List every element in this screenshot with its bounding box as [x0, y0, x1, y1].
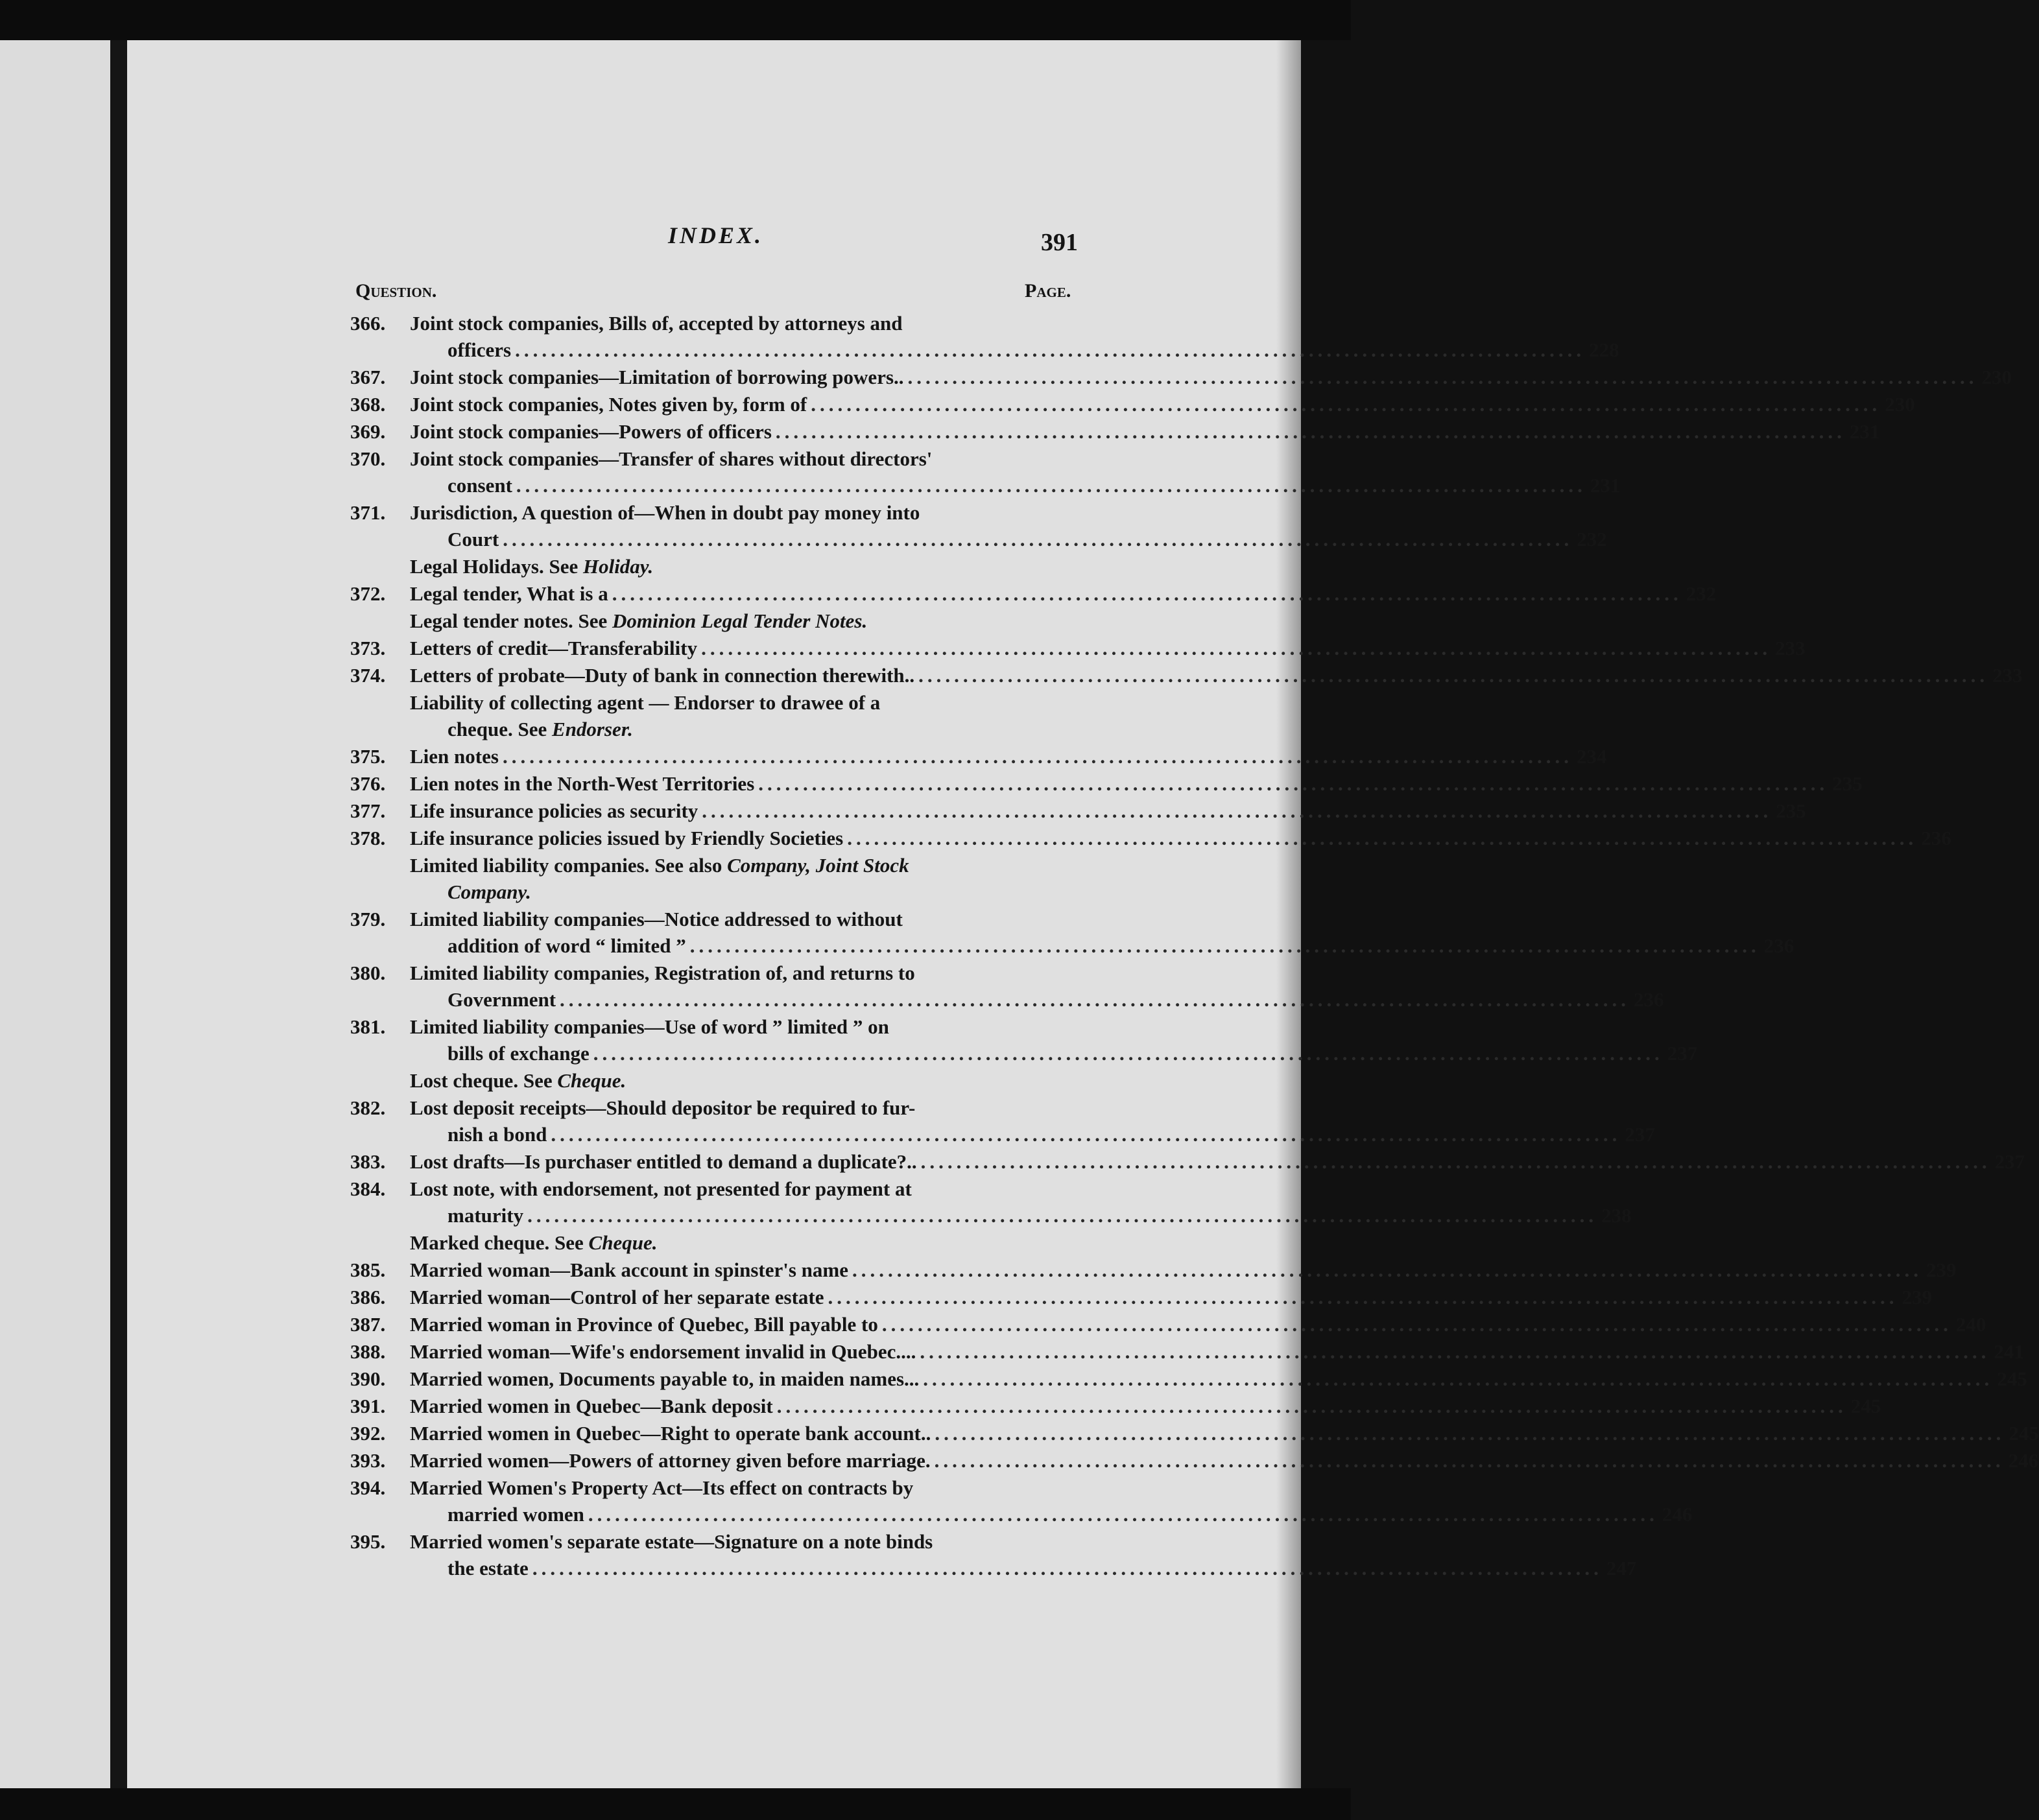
- entry-body: [410, 1474, 1693, 1528]
- xref-see: See: [523, 1069, 553, 1092]
- index-entry: [350, 1067, 1090, 1094]
- entry-line: [410, 635, 1806, 661]
- column-heading-page: Page.: [1025, 280, 1071, 301]
- entry-text: Lien notes in the North-West Territories: [410, 772, 755, 795]
- leader-dots: ........................................................................................................................: [920, 1340, 1990, 1363]
- entry-text: Lost drafts—Is purchaser entitled to demand a duplicate?..: [410, 1150, 917, 1173]
- index-entry: [350, 1393, 1881, 1419]
- entry-line: [410, 1338, 2024, 1365]
- entry-page: 236: [1634, 988, 1664, 1011]
- entry-text: Married women in Quebec—Right to operate bank account..: [410, 1422, 931, 1445]
- entry-page: 247: [1606, 1557, 1637, 1579]
- leader-dots: ........................................................................................................................: [515, 338, 1586, 361]
- entry-number: 368.: [350, 393, 386, 416]
- leader-dots: ........................................................................................................................: [776, 1395, 1847, 1417]
- entry-text: Married woman—Bank account in spinster's name: [410, 1259, 848, 1281]
- index-entry: [350, 499, 1607, 552]
- entry-text: Lost deposit receipts—Should depositor be required to fur-: [410, 1096, 916, 1119]
- entry-body: [410, 1094, 1655, 1148]
- entry-body: [410, 906, 1795, 959]
- entry-body: [410, 960, 1664, 1013]
- entry-number: 391.: [350, 1395, 386, 1417]
- entry-text: Life insurance policies as security: [410, 799, 698, 822]
- entry-number: 388.: [350, 1340, 386, 1363]
- entry-line: [410, 1284, 1933, 1310]
- entry-line: [410, 1202, 1632, 1229]
- entry-body: [410, 1338, 2024, 1365]
- entry-body: [410, 743, 1607, 770]
- entry-line: [410, 1040, 1698, 1067]
- entry-number: 366.: [350, 312, 386, 335]
- entry-body: [410, 391, 1915, 418]
- entry-number: 386.: [350, 1286, 386, 1308]
- entry-number: 393.: [350, 1449, 386, 1472]
- entry-body: [410, 1528, 1637, 1581]
- scan-left-margin: [0, 40, 110, 1788]
- entry-page: 246: [2008, 1449, 2039, 1472]
- cross-reference: [410, 1067, 1090, 1094]
- index-entry: [350, 1311, 1986, 1338]
- entry-text: Legal tender, What is a: [410, 582, 608, 605]
- index-entry: [350, 418, 1880, 445]
- index-entry: [350, 1447, 2039, 1474]
- entry-page: 238: [1601, 1204, 1632, 1227]
- scan-bottom-border: [0, 1788, 1351, 1820]
- entry-text: Letters of credit—Transferability: [410, 637, 698, 659]
- entry-text: Joint stock companies—Powers of officers: [410, 420, 772, 443]
- entry-page: 230: [1885, 393, 1915, 416]
- entry-line: [410, 472, 1621, 499]
- entry-page: 228: [1589, 338, 1619, 361]
- xref-target: Company.: [447, 880, 531, 903]
- entry-body: [410, 798, 1806, 824]
- entry-page: 237: [1667, 1042, 1698, 1065]
- entry-number: 381.: [350, 1015, 386, 1038]
- entry-page: 245: [2009, 1422, 2039, 1445]
- entry-text: Married women in Quebec—Bank deposit: [410, 1395, 773, 1417]
- entry-number: 387.: [350, 1313, 386, 1336]
- leader-dots: ........................................................................................................................: [811, 393, 1881, 416]
- xref-target: Dominion Legal Tender Notes.: [612, 609, 868, 632]
- index-entry: [350, 662, 2023, 689]
- index-entry: [350, 1284, 1933, 1310]
- entry-line: [410, 364, 2012, 390]
- entry-number: 379.: [350, 908, 386, 930]
- entry-text: Married women—Powers of attorney given before marriage.: [410, 1449, 931, 1472]
- entry-line: [410, 1311, 1986, 1338]
- entry-page: 237: [1625, 1123, 1655, 1146]
- entry-text: Lien notes: [410, 745, 499, 768]
- leader-dots: ........................................................................................................................: [689, 934, 1760, 957]
- index-entry: [350, 960, 1664, 1013]
- entry-body: [410, 1311, 1986, 1338]
- leader-dots: ........................................................................................................................: [502, 745, 1573, 768]
- xref-target: Company, Joint Stock: [727, 854, 909, 877]
- entry-page: 239: [1902, 1286, 1933, 1308]
- xref-target: Endorser.: [552, 718, 633, 740]
- xref-line: [410, 608, 1090, 634]
- entry-page: 234: [1576, 745, 1607, 768]
- entry-text: nish a bond: [447, 1123, 547, 1146]
- entry-line: [410, 1121, 1655, 1148]
- entry-line: [410, 1148, 2025, 1175]
- entry-number: 392.: [350, 1422, 386, 1445]
- index-entry: [350, 635, 1806, 661]
- entry-text: Lost note, with endorsement, not presented for payment at: [410, 1177, 912, 1200]
- entry-number: 370.: [350, 447, 386, 470]
- entry-text: Letters of probate—Duty of bank in connection therewith..: [410, 664, 915, 687]
- index-entry: [350, 310, 1619, 363]
- entry-text: Court: [447, 528, 499, 550]
- scan-top-border: [0, 0, 1351, 40]
- leader-dots: ........................................................................................................................: [588, 1503, 1658, 1526]
- entry-number: 378.: [350, 827, 386, 849]
- xref-target: Cheque.: [557, 1069, 626, 1092]
- leader-dots: ........................................................................................................................: [881, 1313, 1952, 1336]
- entry-body: [410, 1284, 1933, 1310]
- entry-line: [410, 580, 1717, 607]
- entry-text: the estate: [447, 1557, 529, 1579]
- xref-line: [410, 716, 1090, 742]
- index-entry: [350, 1229, 1090, 1256]
- xref-line: [410, 1067, 1090, 1094]
- entry-page: 245: [1997, 1367, 2027, 1390]
- cross-reference: [410, 553, 1090, 580]
- index-entry: [350, 553, 1090, 580]
- xref-term: Marked cheque.: [410, 1231, 550, 1254]
- xref-see: See also: [654, 854, 722, 877]
- leader-dots: ........................................................................................................................: [907, 366, 1978, 388]
- entry-body: [410, 1365, 2027, 1392]
- leader-dots: ........................................................................................................................: [775, 420, 1846, 443]
- xref-target: Holiday.: [582, 555, 654, 578]
- entry-text: Limited liability companies—Use of word ” limited ” on: [410, 1015, 889, 1038]
- index-entry: [350, 798, 1806, 824]
- index-entry: [350, 445, 1621, 499]
- leader-dots: ........................................................................................................................: [920, 1150, 1991, 1173]
- entry-line: [410, 337, 1619, 363]
- entry-page: 245: [1850, 1395, 1881, 1417]
- entry-text: Married woman in Province of Quebec, Bill payable to: [410, 1313, 878, 1336]
- entry-number: 382.: [350, 1096, 386, 1119]
- entry-text: Married woman—Control of her separate estate: [410, 1286, 824, 1308]
- entry-page: 240: [1955, 1313, 1986, 1336]
- leader-dots: ........................................................................................................................: [828, 1286, 1898, 1308]
- entry-line: [410, 932, 1795, 959]
- entry-number: 384.: [350, 1177, 386, 1200]
- leader-dots: ........................................................................................................................: [934, 1449, 2005, 1472]
- leader-dots: ........................................................................................................................: [701, 637, 1772, 659]
- entry-text: Joint stock companies—Transfer of shares without directors': [410, 447, 933, 470]
- leader-dots: ........................................................................................................................: [560, 988, 1630, 1011]
- entry-page: 230: [1981, 366, 2012, 388]
- leader-dots: ........................................................................................................................: [918, 664, 1989, 687]
- cross-reference: [410, 608, 1090, 634]
- leader-dots: ........................................................................................................................: [516, 474, 1586, 497]
- xref-term: cheque.: [447, 718, 513, 740]
- entry-line: [410, 1501, 1693, 1528]
- xref-term: Lost cheque.: [410, 1069, 519, 1092]
- index-entry: [350, 689, 1090, 742]
- entry-number: 376.: [350, 772, 386, 795]
- entry-line: [410, 743, 1607, 770]
- leader-dots: ........................................................................................................................: [551, 1123, 1621, 1146]
- entry-line: [410, 798, 1806, 824]
- entry-page: 232: [1686, 582, 1717, 605]
- index-entry: [350, 906, 1795, 959]
- entry-line: [410, 825, 1951, 851]
- index-entry: [350, 580, 1717, 607]
- index-entry: [350, 1176, 1632, 1229]
- entry-number: 380.: [350, 962, 386, 984]
- xref-term: Legal tender notes.: [410, 609, 573, 632]
- entry-text: Married women's separate estate—Signature on a note binds: [410, 1530, 933, 1553]
- xref-see: See: [578, 609, 608, 632]
- index-entry: [350, 1013, 1698, 1067]
- index-entry: [350, 364, 2012, 390]
- cross-reference: [410, 852, 1090, 905]
- xref-target: Cheque.: [588, 1231, 658, 1254]
- entry-line: [410, 662, 2023, 689]
- index-entries: [350, 310, 2039, 1582]
- index-entry: [350, 825, 1951, 851]
- xref-line: [410, 1229, 1090, 1256]
- index-entry: [350, 1338, 2024, 1365]
- entry-page: 235: [1832, 772, 1863, 795]
- entry-body: [410, 445, 1621, 499]
- entry-number: 383.: [350, 1150, 386, 1173]
- leader-dots: ........................................................................................................................: [758, 772, 1829, 795]
- xref-term: Liability of collecting agent — Endorser to drawee of a: [410, 691, 881, 714]
- leader-dots: ........................................................................................................................: [593, 1042, 1663, 1065]
- index-entry: [350, 1474, 1693, 1528]
- entry-body: [410, 1013, 1698, 1067]
- xref-line: [410, 689, 1090, 716]
- leader-dots: ........................................................................................................................: [923, 1367, 1994, 1390]
- entry-line: [410, 1393, 1881, 1419]
- entry-number: 374.: [350, 664, 386, 687]
- xref-line: [410, 852, 1090, 879]
- entry-text: Limited liability companies, Registration of, and returns to: [410, 962, 915, 984]
- entry-text: officers: [447, 338, 512, 361]
- entry-line: [410, 1420, 2039, 1447]
- leader-dots: ........................................................................................................................: [532, 1557, 1603, 1579]
- index-entry: [350, 608, 1090, 634]
- entry-page: 232: [1577, 528, 1607, 550]
- entry-text: Married women, Documents payable to, in maiden names...: [410, 1367, 920, 1390]
- entry-page: 231: [1590, 474, 1621, 497]
- entry-page: 246: [1662, 1503, 1693, 1526]
- leader-dots: ........................................................................................................................: [612, 582, 1682, 605]
- entry-number: 369.: [350, 420, 386, 443]
- entry-body: [410, 635, 1806, 661]
- xref-see: See: [554, 1231, 584, 1254]
- leader-dots: ........................................................................................................................: [935, 1422, 2005, 1445]
- entry-number: 373.: [350, 637, 386, 659]
- entry-line: [410, 418, 1880, 445]
- entry-text: consent: [447, 474, 512, 497]
- index-entry: [350, 852, 1090, 905]
- entry-page: 236: [1921, 827, 1951, 849]
- entry-number: 367.: [350, 366, 386, 388]
- entry-body: [410, 364, 2012, 390]
- entry-page: 235: [1776, 799, 1806, 822]
- entry-text: maturity: [447, 1204, 524, 1227]
- entry-text: addition of word “ limited ”: [447, 934, 686, 957]
- entry-body: [410, 770, 1863, 797]
- entry-text: Joint stock companies—Limitation of borrowing powers..: [410, 366, 904, 388]
- entry-body: [410, 580, 1717, 607]
- leader-dots: ........................................................................................................................: [527, 1204, 1598, 1227]
- xref-see: See: [518, 718, 547, 740]
- entry-line: [410, 1365, 2027, 1392]
- entry-line: [410, 1555, 1637, 1581]
- entry-text: Married Women's Property Act—Its effect on contracts by: [410, 1476, 914, 1499]
- entry-number: 377.: [350, 799, 386, 822]
- entry-body: [410, 1148, 2025, 1175]
- entry-body: [410, 499, 1607, 552]
- entry-body: [410, 662, 2023, 689]
- xref-line: [410, 553, 1090, 580]
- page-number: 391: [1041, 229, 1078, 256]
- column-heading-question: Question.: [355, 280, 437, 301]
- xref-see: See: [549, 555, 578, 578]
- entry-page: 233: [1775, 637, 1806, 659]
- entry-number: 375.: [350, 745, 386, 768]
- entry-body: [410, 825, 1951, 851]
- running-head: INDEX.: [668, 222, 764, 248]
- entry-line: [410, 986, 1664, 1013]
- entry-line: [410, 1257, 1957, 1283]
- entry-text: Married woman—Wife's endorsement invalid in Quebec....: [410, 1340, 916, 1363]
- entry-body: [410, 418, 1880, 445]
- index-entry: [350, 1094, 1655, 1148]
- entry-body: [410, 1393, 1881, 1419]
- entry-page: 231: [1849, 420, 1880, 443]
- entry-text: Joint stock companies, Notes given by, form of: [410, 393, 807, 416]
- cross-reference: [410, 689, 1090, 742]
- entry-text: Limited liability companies—Notice addressed to without: [410, 908, 903, 930]
- index-entry: [350, 391, 1915, 418]
- entry-number: 371.: [350, 501, 386, 524]
- entry-line: [410, 1447, 2039, 1474]
- entry-number: 385.: [350, 1259, 386, 1281]
- xref-term: Limited liability companies.: [410, 854, 650, 877]
- index-entry: [350, 1148, 2025, 1175]
- index-entry: [350, 1257, 1957, 1283]
- entry-body: [410, 1420, 2039, 1447]
- entry-body: [410, 1257, 1957, 1283]
- entry-text: Jurisdiction, A question of—When in doubt pay money into: [410, 501, 920, 524]
- xref-line: [410, 879, 1090, 905]
- entry-page: 241: [1994, 1340, 2024, 1363]
- entry-text: married women: [447, 1503, 584, 1526]
- entry-text: Joint stock companies, Bills of, accepted by attorneys and: [410, 312, 903, 335]
- entry-page: 237: [1994, 1150, 2025, 1173]
- entry-text: Government: [447, 988, 556, 1011]
- leader-dots: ........................................................................................................................: [852, 1259, 1922, 1281]
- entry-text: Life insurance policies issued by Friendly Societies: [410, 827, 844, 849]
- binding-shadow: [110, 40, 127, 1788]
- xref-term: Legal Holidays.: [410, 555, 544, 578]
- entry-body: [410, 1176, 1632, 1229]
- index-entry: [350, 770, 1863, 797]
- cross-reference: [410, 1229, 1090, 1256]
- entry-number: 395.: [350, 1530, 386, 1553]
- index-entry: [350, 1528, 1637, 1581]
- leader-dots: ........................................................................................................................: [847, 827, 1918, 849]
- entry-line: [410, 770, 1863, 797]
- entry-page: 239: [1926, 1259, 1957, 1281]
- index-entry: [350, 1365, 2027, 1392]
- entry-line: [410, 391, 1915, 418]
- entry-page: 233: [1992, 664, 2023, 687]
- entry-number: 390.: [350, 1367, 386, 1390]
- index-entry: [350, 743, 1607, 770]
- index-entry: [350, 1420, 2039, 1447]
- entry-number: 372.: [350, 582, 386, 605]
- entry-body: [410, 1447, 2039, 1474]
- entry-body: [410, 310, 1619, 363]
- entry-page: 236: [1763, 934, 1795, 957]
- entry-text: bills of exchange: [447, 1042, 590, 1065]
- leader-dots: ........................................................................................................................: [702, 799, 1772, 822]
- leader-dots: ........................................................................................................................: [503, 528, 1573, 550]
- entry-number: 394.: [350, 1476, 386, 1499]
- entry-line: [410, 526, 1607, 552]
